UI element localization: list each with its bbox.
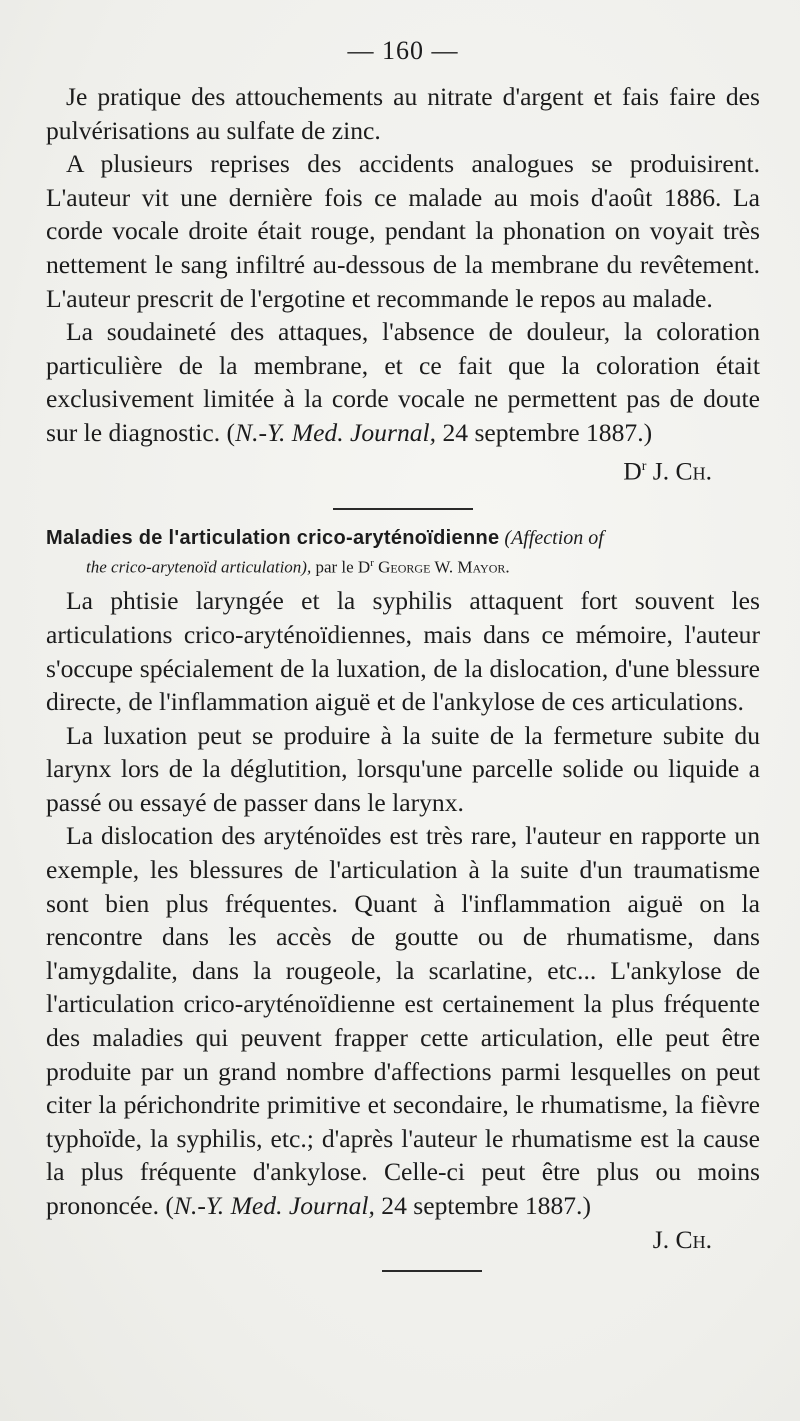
paragraph-text: La dislocation des aryténoïdes est très rare, l'auteur en rapporte un exemple, les blessures de l'articulation à la suite d'un traumatisme sont bien plus fréquentes. Quant à l'inflammation aiguë on la rencontre dans les accès de goutte ou de rhumatisme, dans l'amygdalite, dans la rougeole, la scarlatine, etc... L'ankylose de l'articulation crico-aryténoïdienne est certainement la plus fréquente des maladies qui peuvent frapper cette articulation, elle peut être produite par un grand nombre d'affections parmi lesquelles on peut citer la périchondrite primitive et secondaire, le rhumatisme, la fièvre typhoïde, la syphilis, etc.; d'après l'auteur le rhumatisme est la cause la plus fréquente d'ankylose. Celle-ci peut être plus ou moins prononcée. ( bbox=[46, 821, 760, 1220]
paragraph: A plusieurs reprises des accidents analogues se produisirent. L'auteur vit une dernière fois ce malade au mois d'août 1886. La corde vocale droite était rouge, pendant la phonation on voyait très nettement le sang infiltré au-dessous de la membrane du revêtement. L'auteur prescrit de l'ergotine et recommande le repos au malade. bbox=[46, 149, 760, 313]
section-divider bbox=[333, 508, 473, 510]
signature-line bbox=[46, 450, 760, 488]
article-title: Maladies de l'articulation crico-aryténoïdienne (Affection of bbox=[46, 526, 604, 549]
reference-date: 24 septembre 1887.) bbox=[436, 417, 653, 447]
paragraph: La phtisie laryngée et la syphilis attaquent fort souvent les articulations crico-aryténoïdiennes, mais dans ce mémoire, l'auteur s'occupe spécialement de la luxation, de la dislocation, d'une blessure directe, de l'inflammation aiguë et de l'ankylose de ces articulations. bbox=[46, 586, 760, 717]
signature: J. Ch. bbox=[652, 1224, 712, 1254]
paragraph bbox=[46, 315, 760, 449]
article-byline: the crico-arytenoïd articulation), par le $D^r$ George W. Mayor. bbox=[86, 556, 510, 577]
article-crico-arytenoid bbox=[46, 524, 760, 1257]
paragraph: Je pratique des attouchements au nitrate d'argent et fais faire des pulvérisations au sulfate de zinc. bbox=[46, 82, 760, 145]
article-vocal-cord bbox=[46, 80, 760, 488]
signature: $D^r$ J. Ch. bbox=[623, 456, 712, 486]
page-number: — 160 — bbox=[347, 36, 459, 65]
paragraph-text: La soudaineté des attaques, l'absence de douleur, la coloration particulière de la membrane, et ce fait que la coloration était exclusivement limitée à la corde vocale ne permettent pas de doute sur le diagnostic. ( bbox=[46, 317, 760, 447]
section-divider bbox=[382, 1270, 482, 1272]
journal-reference: N.-Y. Med. Journal, bbox=[235, 417, 437, 447]
reference-date: 24 septembre 1887.) bbox=[374, 1191, 591, 1220]
journal-reference: N.-Y. Med. Journal, bbox=[173, 1191, 375, 1220]
signature-line bbox=[46, 1223, 760, 1257]
paragraph bbox=[46, 819, 760, 1222]
paragraph: La luxation peut se produire à la suite de la fermeture subite du larynx lors de la déglutition, lorsqu'une parcelle solide ou liquide a passé ou essayé de passer dans le larynx. bbox=[46, 720, 760, 817]
